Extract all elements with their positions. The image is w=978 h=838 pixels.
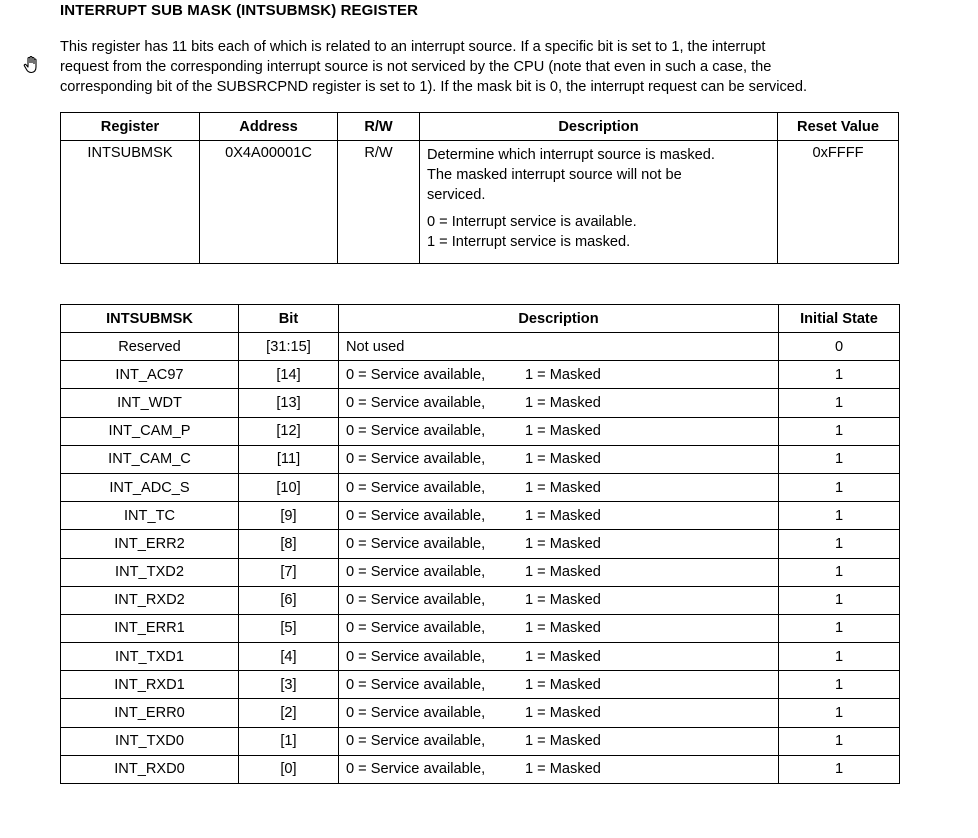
bit-range: [31:15]	[239, 333, 339, 361]
bit-description	[339, 502, 779, 530]
table-row	[61, 417, 900, 445]
bit-description-available: Not used	[346, 338, 405, 355]
initial-state: 1	[779, 530, 900, 558]
bit-description-masked: 1 = Masked	[525, 479, 601, 496]
register-row	[61, 141, 899, 264]
initial-state: 1	[779, 755, 900, 783]
bit-field-name: INT_TXD2	[61, 558, 239, 586]
bit-range: [7]	[239, 558, 339, 586]
register-description	[420, 141, 778, 264]
header-reset-value: Reset Value	[778, 113, 899, 141]
bit-description-available: 0 = Service available,	[346, 705, 486, 722]
bit-description-masked: 1 = Masked	[525, 676, 601, 693]
table-row	[61, 361, 900, 389]
bit-description-masked: 1 = Masked	[525, 535, 601, 552]
table-row	[61, 586, 900, 614]
initial-state: 1	[779, 699, 900, 727]
header-bit: Bit	[239, 305, 339, 333]
bit-range: [0]	[239, 755, 339, 783]
register-table-header	[61, 113, 899, 141]
bit-range: [12]	[239, 417, 339, 445]
bit-description	[339, 614, 779, 642]
bit-description	[339, 333, 779, 361]
bit-field-name: INT_AC97	[61, 361, 239, 389]
bit-description-available: 0 = Service available,	[346, 507, 486, 524]
bit-description-masked: 1 = Masked	[525, 620, 601, 637]
table-row	[61, 473, 900, 501]
bit-description	[339, 558, 779, 586]
initial-state: 1	[779, 643, 900, 671]
bit-field-name: INT_ADC_S	[61, 473, 239, 501]
table-row	[61, 643, 900, 671]
bit-field-name: INT_ERR0	[61, 699, 239, 727]
bit-range: [10]	[239, 473, 339, 501]
header-register: Register	[61, 113, 200, 141]
bit-range: [13]	[239, 389, 339, 417]
bit-description	[339, 755, 779, 783]
bits-table-header	[61, 305, 900, 333]
table-row	[61, 614, 900, 642]
header-description: Description	[420, 113, 778, 141]
page-heading: INTERRUPT SUB MASK (INTSUBMSK) REGISTER	[60, 2, 419, 19]
initial-state: 1	[779, 586, 900, 614]
description-line: The masked interrupt source will not be	[427, 167, 682, 183]
bit-description	[339, 530, 779, 558]
bit-range: [9]	[239, 502, 339, 530]
bit-field-name: INT_WDT	[61, 389, 239, 417]
bit-field-name: INT_RXD0	[61, 755, 239, 783]
bit-field-name: INT_RXD2	[61, 586, 239, 614]
bit-description-available: 0 = Service available,	[346, 564, 486, 581]
initial-state: 1	[779, 417, 900, 445]
bit-field-name: INT_ERR1	[61, 614, 239, 642]
bit-description-masked: 1 = Masked	[525, 733, 601, 750]
description-line: serviced.	[427, 187, 486, 203]
bit-description-masked: 1 = Masked	[525, 366, 601, 383]
bit-range: [8]	[239, 530, 339, 558]
bit-field-name: INT_TXD1	[61, 643, 239, 671]
bit-description-masked: 1 = Masked	[525, 705, 601, 722]
bit-description-masked: 1 = Masked	[525, 423, 601, 440]
header-description: Description	[339, 305, 779, 333]
bit-field-name: INT_RXD1	[61, 671, 239, 699]
bit-range: [2]	[239, 699, 339, 727]
bit-description-available: 0 = Service available,	[346, 733, 486, 750]
bit-description-masked: 1 = Masked	[525, 394, 601, 411]
bit-description	[339, 361, 779, 389]
bit-description-masked: 1 = Masked	[525, 451, 601, 468]
table-row	[61, 389, 900, 417]
bits-table	[60, 304, 900, 784]
bit-description-available: 0 = Service available,	[346, 394, 486, 411]
initial-state: 0	[779, 333, 900, 361]
description-line: Determine which interrupt source is masked.	[427, 147, 715, 163]
bit-range: [11]	[239, 445, 339, 473]
table-row	[61, 755, 900, 783]
table-row	[61, 502, 900, 530]
table-row	[61, 699, 900, 727]
bit-description-available: 0 = Service available,	[346, 451, 486, 468]
bit-description-available: 0 = Service available,	[346, 648, 486, 665]
bit-description-available: 0 = Service available,	[346, 620, 486, 637]
header-rw: R/W	[338, 113, 420, 141]
bit-description	[339, 643, 779, 671]
bit-description-available: 0 = Service available,	[346, 479, 486, 496]
bit-description	[339, 417, 779, 445]
bit-description	[339, 473, 779, 501]
bit-field-name: INT_TC	[61, 502, 239, 530]
bit-description-available: 0 = Service available,	[346, 366, 486, 383]
intro-line: This register has 11 bits each of which is related to an interrupt source. If a specific bit is set to 1, the interrupt	[60, 39, 766, 55]
initial-state: 1	[779, 727, 900, 755]
table-row	[61, 671, 900, 699]
header-intsubmsk: INTSUBMSK	[61, 305, 239, 333]
initial-state: 1	[779, 614, 900, 642]
bit-description-masked: 1 = Masked	[525, 648, 601, 665]
bit-description-masked: 1 = Masked	[525, 592, 601, 609]
bit-description	[339, 445, 779, 473]
table-row	[61, 333, 900, 361]
bit-description-masked: 1 = Masked	[525, 761, 601, 778]
bit-description	[339, 586, 779, 614]
intro-line: corresponding bit of the SUBSRCPND register is set to 1). If the mask bit is 0, the interrupt request can be serviced.	[60, 79, 808, 95]
initial-state: 1	[779, 361, 900, 389]
bit-description	[339, 671, 779, 699]
bit-description-available: 0 = Service available,	[346, 761, 486, 778]
bit-range: [1]	[239, 727, 339, 755]
header-initial-state: Initial State	[779, 305, 900, 333]
bit-description	[339, 699, 779, 727]
initial-state: 1	[779, 671, 900, 699]
bit-field-name: INT_CAM_P	[61, 417, 239, 445]
bit-description-masked: 1 = Masked	[525, 564, 601, 581]
bit-field-name: INT_ERR2	[61, 530, 239, 558]
initial-state: 1	[779, 502, 900, 530]
table-row	[61, 445, 900, 473]
table-row	[61, 558, 900, 586]
bit-range: [6]	[239, 586, 339, 614]
bit-description	[339, 389, 779, 417]
bit-description-available: 0 = Service available,	[346, 592, 486, 609]
bit-range: [3]	[239, 671, 339, 699]
description-value: 1 = Interrupt service is masked.	[427, 234, 631, 250]
table-row	[61, 530, 900, 558]
initial-state: 1	[779, 558, 900, 586]
bit-description-available: 0 = Service available,	[346, 535, 486, 552]
bit-range: [14]	[239, 361, 339, 389]
bit-field-name: Reserved	[61, 333, 239, 361]
hand-pointer-icon[interactable]	[22, 56, 40, 74]
register-name: INTSUBMSK	[61, 141, 200, 264]
bit-field-name: INT_TXD0	[61, 727, 239, 755]
description-value: 0 = Interrupt service is available.	[427, 214, 637, 230]
bit-description-masked: 1 = Masked	[525, 507, 601, 524]
initial-state: 1	[779, 473, 900, 501]
register-rw: R/W	[338, 141, 420, 264]
initial-state: 1	[779, 445, 900, 473]
table-row	[61, 727, 900, 755]
register-address: 0X4A00001C	[200, 141, 338, 264]
bit-description	[339, 727, 779, 755]
register-reset-value: 0xFFFF	[778, 141, 899, 264]
header-address: Address	[200, 113, 338, 141]
bit-range: [4]	[239, 643, 339, 671]
bit-description-available: 0 = Service available,	[346, 423, 486, 440]
bit-description-available: 0 = Service available,	[346, 676, 486, 693]
initial-state: 1	[779, 389, 900, 417]
bit-range: [5]	[239, 614, 339, 642]
bit-field-name: INT_CAM_C	[61, 445, 239, 473]
register-table	[60, 112, 899, 264]
intro-paragraph	[60, 37, 920, 97]
intro-line: request from the corresponding interrupt source is not serviced by the CPU (note that even in such a case, the	[60, 59, 772, 75]
